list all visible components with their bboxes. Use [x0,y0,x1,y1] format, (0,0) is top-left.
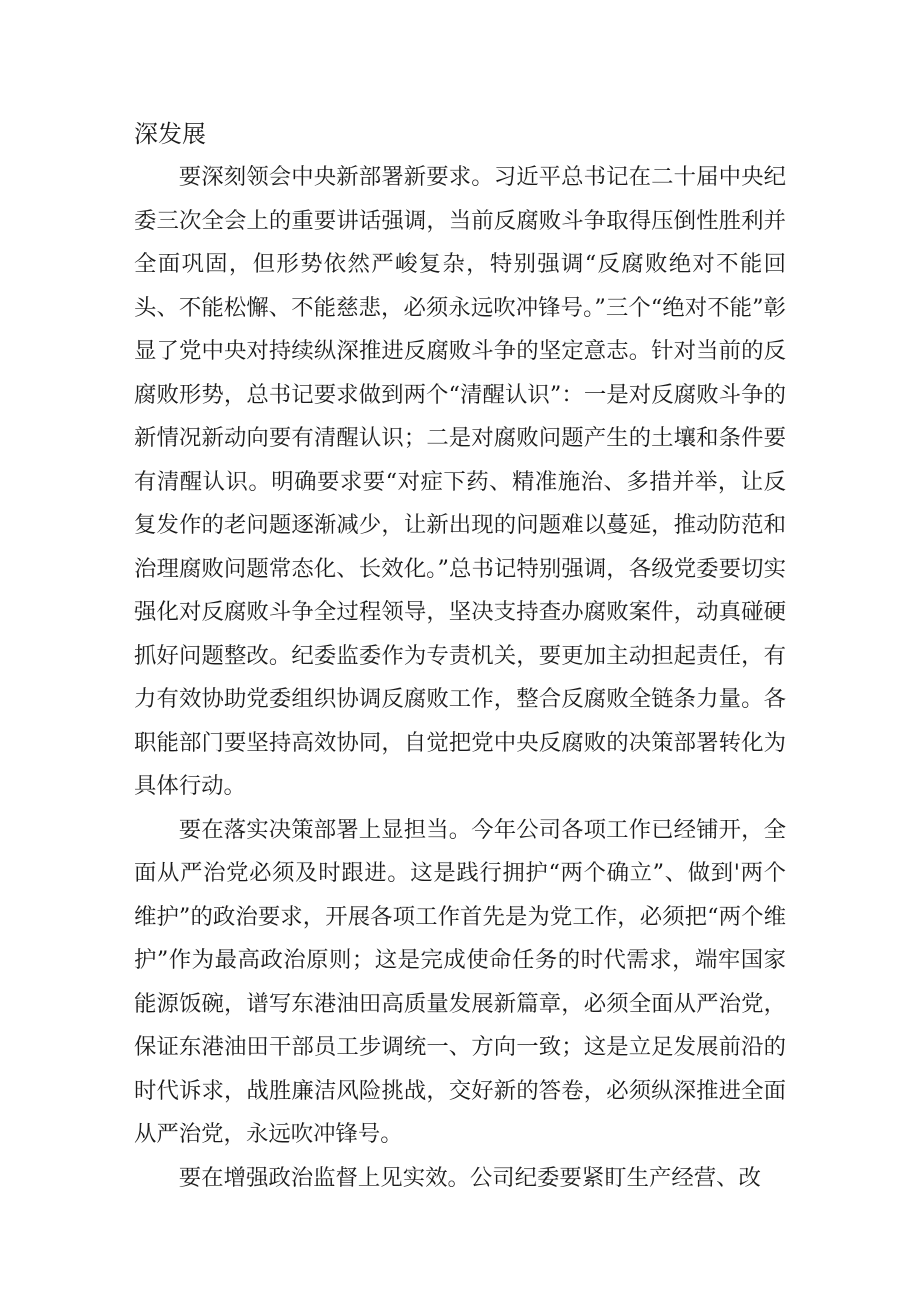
document-body [134,156,786,1200]
paragraph-implementation: 要在落实决策部署上显担当。今年公司各项工作已经铺开，全面从严治党必须及时跟进。这是践行拥护“两个确立”、做到'两个维护”的政治要求，开展各项工作首先是为党工作，必须把“两个维护”作为最高政治原则；这是完成使命任务的时代需求，端牢国家能源饭碗，谱写东港油田高质量发展新篇章，必须全面从严治党，保证东港油田干部员工步调统一、方向一致；这是立足发展前沿的时代诉求，战胜廉洁风险挑战，交好新的答卷，必须纵深推进全面从严治党，永远吹冲锋号。 [134,816,786,1147]
section-heading: 深发展 [134,120,206,148]
paragraph-central-requirements: 要深刻领会中央新部署新要求。习近平总书记在二十届中央纪委三次全会上的重要讲话强调，当前反腐败斗争取得压倒性胜利并全面巩固，但形势依然严峻复杂，特别强调“反腐败绝对不能回头、不能松懈、不能慈悲，必须永远吹冲锋号。”三个“绝对不能”彰显了党中央对持续纵深推进反腐败斗争的坚定意志。针对当前的反腐败形势，总书记要求做到两个“清醒认识”：一是对反腐败斗争的新情况新动向要有清醒认识；二是对腐败问题产生的土壤和条件要有清醒认识。明确要求要“对症下药、精准施治、多措并举，让反复发作的老问题逐渐减少，让新出现的问题难以蔓延，推动防范和治理腐败问题常态化、长效化。”总书记特别强调，各级党委要切实强化对反腐败斗争全过程领导，坚决支持查办腐败案件，动真碰硬抓好问题整改。纪委监委作为专责机关，要更加主动担起责任，有力有效协助党委组织协调反腐败工作，整合反腐败全链条力量。各职能部门要坚持高效协同，自觉把党中央反腐败的决策部署转化为具体行动。 [134,164,786,799]
paragraph-political-supervision: 要在增强政治监督上见实效。公司纪委要紧盯生产经营、改 [178,1164,761,1191]
